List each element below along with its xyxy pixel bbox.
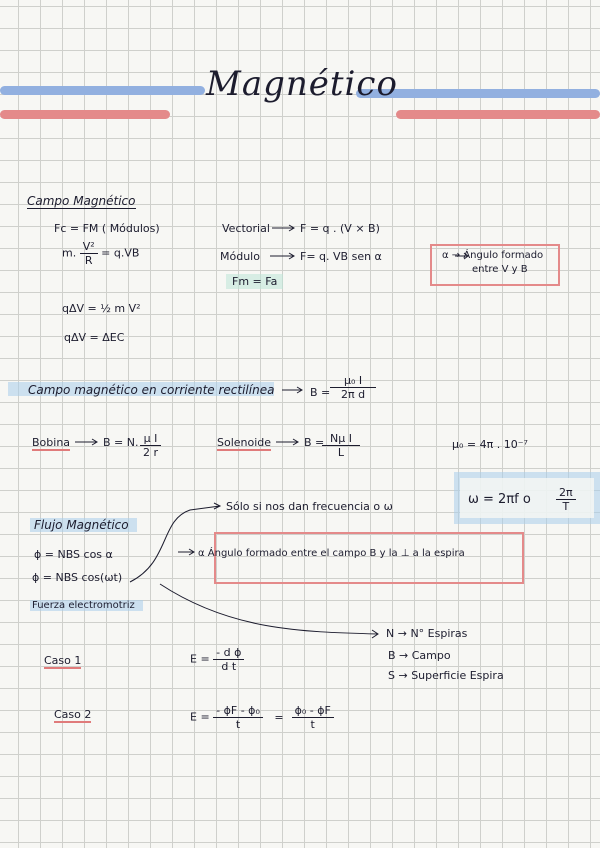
recta-heading: Campo magnético en corriente rectilínea bbox=[28, 383, 275, 397]
alpha-note-2: entre V y B bbox=[472, 264, 528, 275]
curve-to-espiras bbox=[160, 584, 378, 638]
arrow-recta bbox=[282, 387, 302, 393]
page-title: Magnético bbox=[206, 64, 398, 104]
campo-heading: Campo Magnético bbox=[27, 194, 136, 208]
fem-heading: Fuerza electromotriz bbox=[30, 600, 143, 611]
bobina-eq: B = N. bbox=[103, 436, 139, 449]
flujo-heading: Flujo Magnético bbox=[30, 518, 137, 532]
flujo-eq-2: ɸ = NBS cos(ωt) bbox=[32, 571, 123, 584]
solenoide-den: L bbox=[337, 446, 345, 459]
modulo-eq: F= q. VB sen α bbox=[300, 250, 382, 263]
vectorial-label: Vectorial bbox=[222, 222, 270, 235]
bobina-num: μ I bbox=[140, 432, 161, 446]
recta-num: μ₀ I bbox=[330, 374, 376, 388]
modulo-label: Módulo bbox=[220, 250, 260, 263]
curve-to-frecuencia bbox=[130, 503, 220, 582]
arrow-solenoide bbox=[276, 439, 298, 445]
arrow-vectorial bbox=[272, 225, 294, 231]
arrow-bobina bbox=[75, 439, 97, 445]
solenoide-eq: B = bbox=[304, 436, 325, 449]
m-right: = q.VB bbox=[101, 246, 140, 260]
b-campo: B → Campo bbox=[388, 649, 451, 662]
recta-b: B = bbox=[310, 386, 331, 399]
fc-equation: Fc = FM ( Módulos) bbox=[54, 222, 160, 235]
caso-2-equals: = bbox=[274, 710, 284, 724]
r: R bbox=[84, 254, 93, 267]
arrow-to-alpha bbox=[178, 549, 194, 555]
n-espiras: N → N° Espiras bbox=[386, 627, 468, 640]
arrow-alpha-note bbox=[455, 253, 468, 259]
omega-num: 2π bbox=[556, 486, 576, 500]
solenoide-num: Nμ I bbox=[322, 432, 360, 446]
caso-2-den-2: t bbox=[310, 718, 315, 731]
caso-2-label: Caso 2 bbox=[54, 708, 92, 721]
s-superficie: S → Superficie Espira bbox=[388, 669, 504, 682]
vectorial-eq: F = q . (V × B) bbox=[300, 222, 380, 235]
m-left: m. bbox=[62, 246, 77, 260]
energy-eq-2: qΔV = ΔEC bbox=[64, 331, 125, 344]
caso-1-e: E = bbox=[190, 652, 214, 666]
caso-2-num-2: ɸ₀ - ɸF bbox=[292, 704, 334, 718]
caso-1-num: - d ɸ bbox=[213, 646, 244, 660]
energy-eq-1: qΔV = ½ m V² bbox=[62, 302, 141, 315]
v2: V² bbox=[80, 240, 98, 254]
caso-1-den: d t bbox=[221, 660, 237, 673]
bobina-den: 2 r bbox=[143, 446, 159, 459]
flujo-eq-1: ɸ = NBS cos α bbox=[34, 548, 113, 561]
bobina-label: Bobina bbox=[32, 436, 71, 449]
solenoide-label: Solenoide bbox=[217, 436, 272, 449]
alpha-definition: α Ángulo formado entre el campo B y la ⊥ a la espira bbox=[198, 548, 465, 559]
fm-equation: Fm = Fa bbox=[226, 274, 283, 289]
caso-2-num: - ɸF - ɸ₀ bbox=[213, 704, 263, 718]
recta-den: 2π d bbox=[341, 388, 366, 401]
caso-2-e: E = bbox=[190, 710, 214, 724]
omega-eq: ω = 2πf o bbox=[468, 492, 531, 507]
solo-frecuencia: Sólo si nos dan frecuencia o ω bbox=[226, 500, 393, 513]
omega-den: T bbox=[562, 500, 570, 513]
arrow-modulo bbox=[270, 253, 294, 259]
caso-1-label: Caso 1 bbox=[44, 654, 82, 667]
mu0-value: μ₀ = 4π . 10⁻⁷ bbox=[452, 438, 528, 451]
alpha-note-1: α → Ángulo formado bbox=[442, 250, 544, 261]
caso-2-den: t bbox=[235, 718, 241, 731]
